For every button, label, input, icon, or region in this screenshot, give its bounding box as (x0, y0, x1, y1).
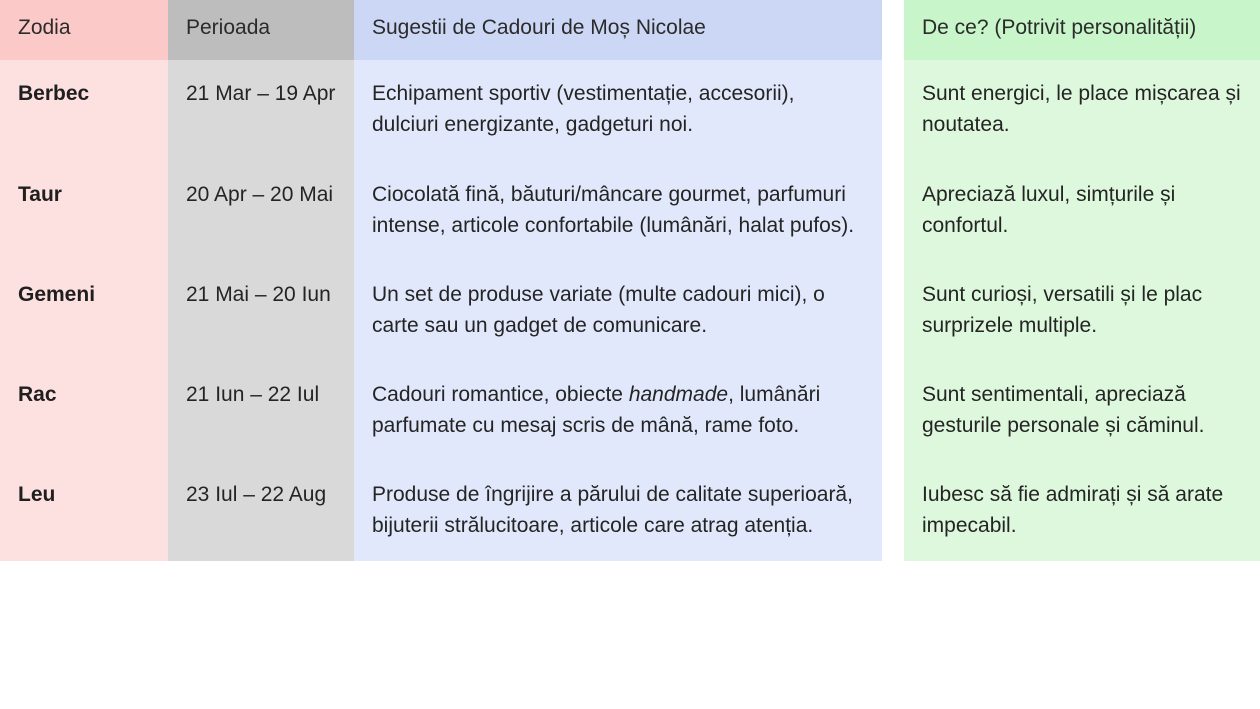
cell-zodia: Berbec (0, 60, 168, 160)
column-header-zodia: Zodia (0, 0, 168, 60)
table-row (0, 161, 1260, 261)
cell-perioada: 21 Mai – 20 Iun (168, 261, 354, 361)
cell-sugestii: Echipament sportiv (vestimentație, accesorii), dulciuri energizante, gadgeturi noi. (354, 60, 882, 160)
cell-perioada: 21 Iun – 22 Iul (168, 361, 354, 461)
cell-de-ce: Sunt curioși, versatili și le plac surprizele multiple. (904, 261, 1260, 361)
cell-gap-spacer (882, 161, 904, 261)
cell-gap-spacer (882, 261, 904, 361)
cell-zodia: Leu (0, 461, 168, 561)
cell-gap-spacer (882, 461, 904, 561)
cell-zodia: Taur (0, 161, 168, 261)
column-gap-spacer (882, 0, 904, 60)
table-row (0, 361, 1260, 461)
cell-sugestii: Un set de produse variate (multe cadouri mici), o carte sau un gadget de comunicare. (354, 261, 882, 361)
cell-gap-spacer (882, 60, 904, 160)
cell-sugestii: Produse de îngrijire a părului de calitate superioară, bijuterii strălucitoare, articole care atrag atenția. (354, 461, 882, 561)
sugestii-text-pre: Cadouri romantice, obiecte (372, 382, 629, 406)
sugestii-text-post: , lumânări parfumate cu mesaj scris de mână, rame foto. (372, 382, 821, 437)
table-row (0, 60, 1260, 160)
cell-de-ce: Sunt energici, le place mișcarea și noutatea. (904, 60, 1260, 160)
cell-gap-spacer (882, 361, 904, 461)
cell-de-ce: Sunt sentimentali, apreciază gesturile personale și căminul. (904, 361, 1260, 461)
table-row (0, 461, 1260, 561)
table-row (0, 261, 1260, 361)
cell-de-ce: Iubesc să fie admirați și să arate impecabil. (904, 461, 1260, 561)
cell-zodia: Gemeni (0, 261, 168, 361)
sugestii-text-italic: handmade (628, 382, 729, 406)
column-header-perioada: Perioada (168, 0, 354, 60)
column-header-sugestii: Sugestii de Cadouri de Moș Nicolae (354, 0, 882, 60)
cell-de-ce: Apreciază luxul, simțurile și confortul. (904, 161, 1260, 261)
column-header-de-ce: De ce? (Potrivit personalității) (904, 0, 1260, 60)
cell-zodia: Rac (0, 361, 168, 461)
cell-perioada: 21 Mar – 19 Apr (168, 60, 354, 160)
cell-perioada: 20 Apr – 20 Mai (168, 161, 354, 261)
table-header-row (0, 0, 1260, 60)
cell-perioada: 23 Iul – 22 Aug (168, 461, 354, 561)
table-body (0, 60, 1260, 561)
cell-sugestii: Ciocolată fină, băuturi/mâncare gourmet, parfumuri intense, articole confortabile (lumânări, halat pufos). (354, 161, 882, 261)
cell-sugestii (354, 361, 882, 461)
